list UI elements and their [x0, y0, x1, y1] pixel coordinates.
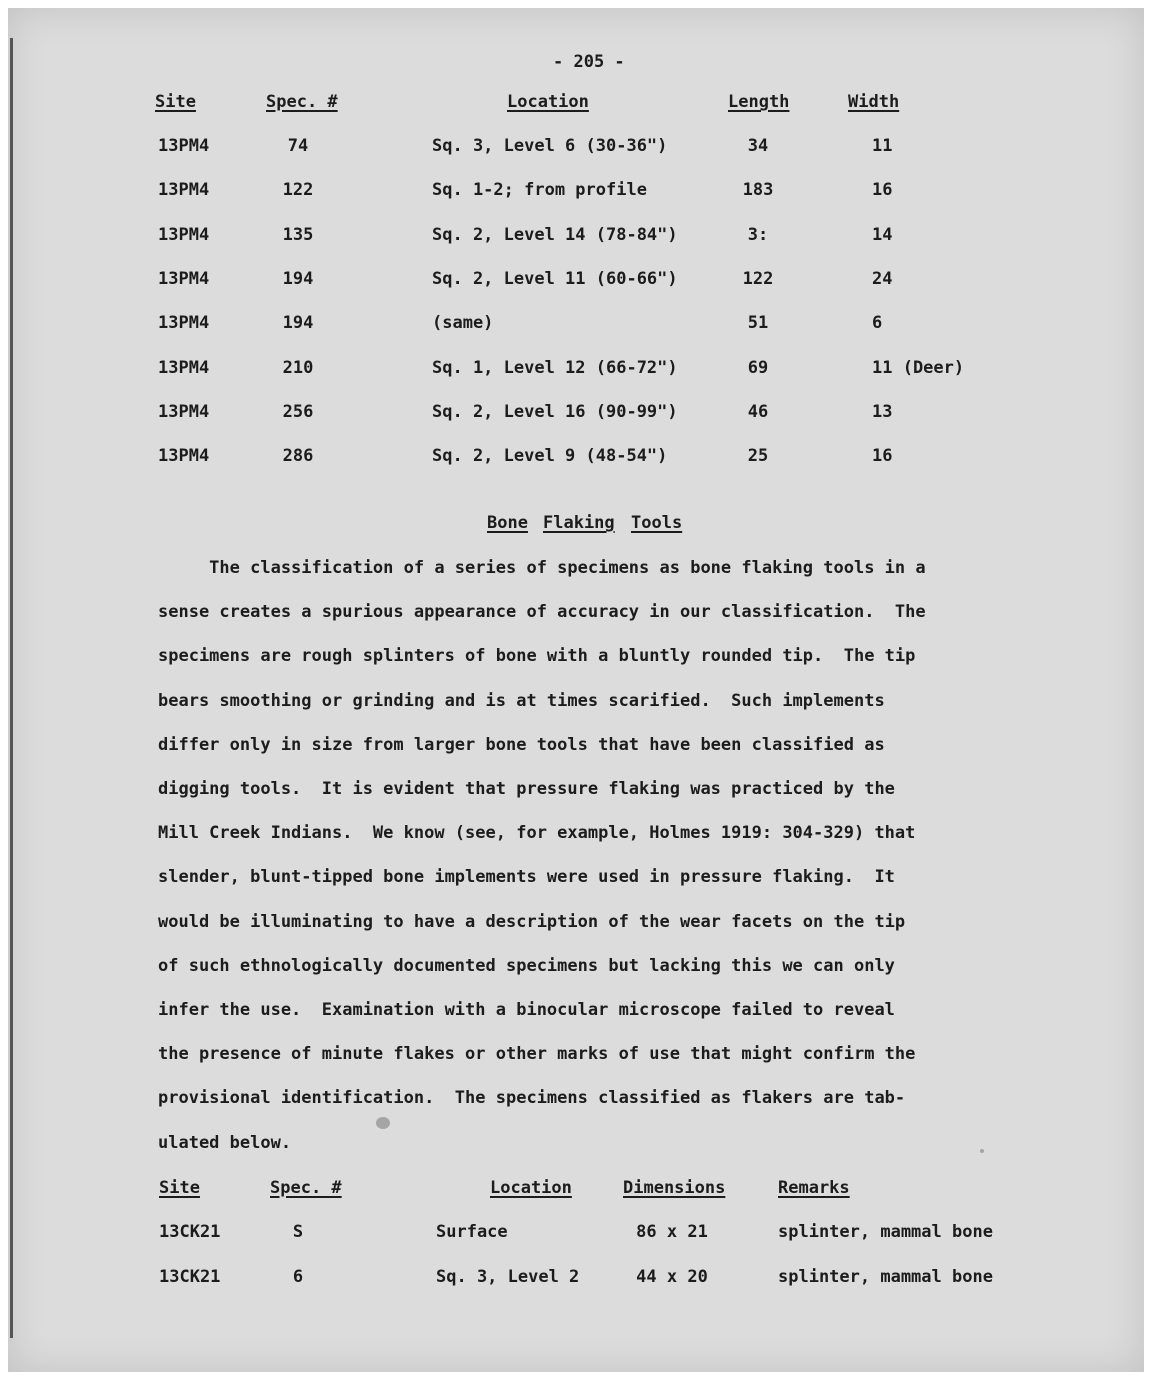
- location-cell: Sq. 3, Level 2: [436, 1267, 580, 1287]
- width-cell: 6: [872, 313, 883, 334]
- site-cell: 13PM4: [158, 180, 210, 201]
- section-title-word-1: Bone: [487, 513, 528, 533]
- paragraph-line: The classification of a series of specimens as bone flaking tools in a: [158, 558, 926, 578]
- width-cell: 11: [872, 136, 893, 156]
- document-page: [8, 8, 1144, 1372]
- paragraph-line: the presence of minute flakes or other marks of use that might confirm the: [158, 1044, 916, 1065]
- length-cell: 34: [747, 136, 769, 156]
- length-cell: 183: [742, 180, 774, 201]
- scan-speck: [980, 1149, 984, 1153]
- paragraph-line: digging tools. It is evident that pressure flaking was practiced by the: [158, 779, 895, 799]
- page-number: - 205 -: [553, 52, 625, 72]
- table1-header-location: Location: [507, 92, 589, 112]
- table1-header-width: Width: [848, 92, 900, 112]
- table1-header-spec: Spec. #: [266, 92, 338, 112]
- paragraph-line: differ only in size from larger bone tools that have been classified as: [158, 734, 885, 755]
- width-cell: 14: [872, 224, 893, 245]
- scan-edge-shadow: [10, 38, 13, 1338]
- spec-cell: 194: [282, 268, 314, 289]
- length-cell: 122: [742, 268, 774, 289]
- spec-cell: 256: [282, 401, 314, 422]
- site-cell: 13PM4: [158, 401, 210, 422]
- site-cell: 13PM4: [158, 446, 210, 467]
- width-cell: 16: [872, 180, 893, 201]
- location-cell: Sq. 1-2; from profile: [432, 180, 647, 201]
- length-cell: 69: [747, 357, 769, 378]
- length-cell: 25: [747, 446, 769, 467]
- paragraph-line: would be illuminating to have a description of the wear facets on the tip: [158, 911, 906, 932]
- site-cell: 13PM4: [158, 313, 210, 334]
- dimensions-cell: 86 x 21: [636, 1222, 708, 1242]
- location-cell: (same): [432, 313, 494, 334]
- spec-cell: 194: [282, 313, 314, 334]
- paragraph-line: provisional identification. The specimens classified as flakers are tab-: [158, 1088, 906, 1109]
- spec-cell: 122: [282, 180, 314, 201]
- location-cell: Sq. 1, Level 12 (66-72"): [432, 357, 678, 378]
- width-cell: 11 (Deer): [872, 357, 965, 378]
- table2-header-dimensions: Dimensions: [623, 1178, 726, 1198]
- table2-header-spec: Spec. #: [270, 1178, 342, 1198]
- location-cell: Surface: [436, 1222, 508, 1242]
- dimensions-cell: 44 x 20: [636, 1267, 708, 1287]
- paragraph-line: bears smoothing or grinding and is at times scarified. Such implements: [158, 690, 885, 711]
- location-cell: Sq. 3, Level 6 (30-36"): [432, 136, 668, 156]
- table1-header-length: Length: [728, 92, 790, 112]
- remarks-cell: splinter, mammal bone: [778, 1222, 993, 1242]
- paragraph-line: slender, blunt-tipped bone implements were used in pressure flaking. It: [158, 867, 895, 888]
- width-cell: 16: [872, 446, 893, 467]
- length-cell: 46: [747, 401, 769, 422]
- table2-header-site: Site: [159, 1178, 200, 1198]
- paragraph-line: specimens are rough splinters of bone with a bluntly rounded tip. The tip: [158, 646, 916, 667]
- section-title-word-3: Tools: [631, 513, 683, 533]
- spec-cell: 74: [287, 136, 309, 156]
- paragraph-line: ulated below.: [158, 1132, 292, 1153]
- table2-header-remarks: Remarks: [778, 1178, 850, 1198]
- table1-header-site: Site: [155, 92, 196, 112]
- spec-cell: 286: [282, 446, 314, 467]
- section-title-word-2: Flaking: [543, 513, 615, 533]
- paragraph-line: infer the use. Examination with a binocular microscope failed to reveal: [158, 1000, 895, 1020]
- remarks-cell: splinter, mammal bone: [778, 1267, 993, 1287]
- length-cell: 51: [747, 313, 769, 334]
- site-cell: 13PM4: [158, 357, 210, 378]
- site-cell: 13PM4: [158, 136, 210, 156]
- location-cell: Sq. 2, Level 11 (60-66"): [432, 268, 678, 289]
- width-cell: 24: [872, 268, 893, 289]
- site-cell: 13CK21: [159, 1222, 221, 1242]
- width-cell: 13: [872, 401, 893, 422]
- location-cell: Sq. 2, Level 14 (78-84"): [432, 224, 678, 245]
- spec-cell: 135: [282, 224, 314, 245]
- spec-cell: 210: [282, 357, 314, 378]
- paragraph-line: sense creates a spurious appearance of accuracy in our classification. The: [158, 602, 926, 623]
- site-cell: 13PM4: [158, 224, 210, 245]
- spec-cell: 6: [292, 1267, 304, 1287]
- paragraph-line: of such ethnologically documented specimens but lacking this we can only: [158, 955, 895, 976]
- site-cell: 13PM4: [158, 268, 210, 289]
- spec-cell: S: [292, 1222, 304, 1242]
- location-cell: Sq. 2, Level 9 (48-54"): [432, 446, 668, 467]
- length-cell: 3:: [747, 224, 769, 245]
- site-cell: 13CK21: [159, 1267, 221, 1287]
- location-cell: Sq. 2, Level 16 (90-99"): [432, 401, 678, 422]
- table2-header-location: Location: [490, 1178, 572, 1198]
- paragraph-line: Mill Creek Indians. We know (see, for example, Holmes 1919: 304-329) that: [158, 823, 916, 844]
- scan-smudge: [376, 1117, 390, 1129]
